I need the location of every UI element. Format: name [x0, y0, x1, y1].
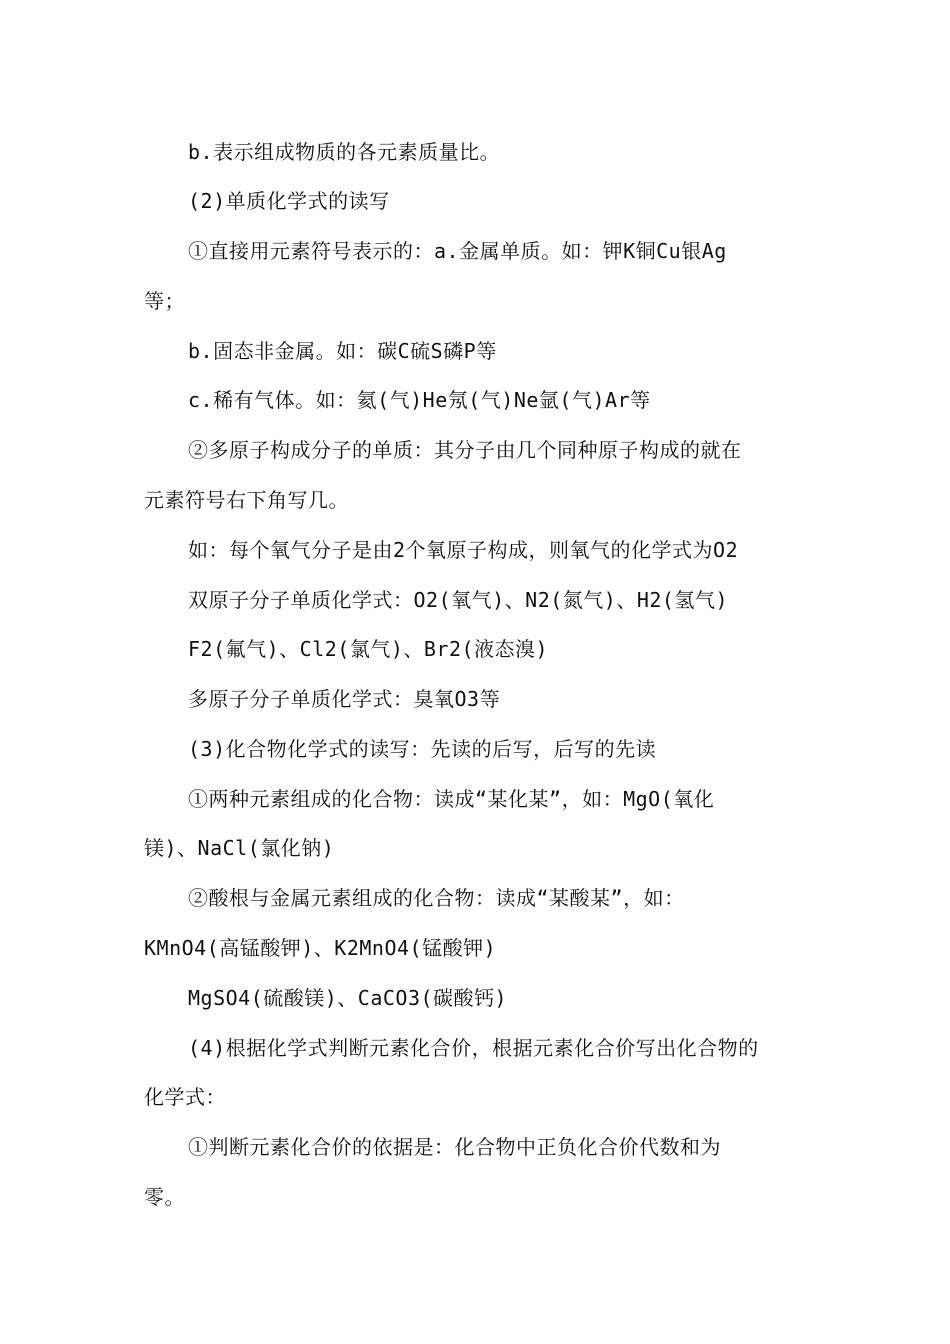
text-line: ②酸根与金属元素组成的化合物：读成“某酸某”，如： — [188, 886, 685, 910]
text-line: 镁)、NaCl(氯化钠) — [144, 836, 335, 860]
text-line: ①直接用元素符号表示的：a.金属单质。如：钾K铜Cu银Ag — [188, 239, 727, 263]
text-line: 零。 — [144, 1185, 185, 1209]
text-line: MgSO4(硫酸镁)、CaCO3(碳酸钙) — [188, 986, 508, 1010]
text-line: (2)单质化学式的读写 — [188, 189, 390, 213]
text-line: b.表示组成物质的各元素质量比。 — [188, 140, 501, 164]
text-line: 多原子分子单质化学式：臭氧O3等 — [188, 687, 501, 711]
text-line: KMnO4(高锰酸钾)、K2MnO4(锰酸钾) — [144, 936, 497, 960]
text-line: 元素符号右下角写几。 — [144, 488, 349, 512]
text-line: ②多原子构成分子的单质：其分子由几个同种原子构成的就在 — [188, 438, 742, 462]
text-line: 化学式： — [144, 1085, 226, 1109]
text-line: (4)根据化学式判断元素化合价，根据元素化合价写出化合物的 — [188, 1036, 759, 1060]
text-line: c.稀有气体。如：氦(气)He氖(气)Ne氩(气)Ar等 — [188, 388, 651, 412]
text-line: (3)化合物化学式的读写：先读的后写，后写的先读 — [188, 737, 657, 761]
text-line: 双原子分子单质化学式：O2(氧气)、N2(氮气)、H2(氢气) — [188, 588, 728, 612]
text-line: ①判断元素化合价的依据是：化合物中正负化合价代数和为 — [188, 1135, 721, 1159]
text-line: 如：每个氧气分子是由2个氧原子构成，则氧气的化学式为O2 — [188, 538, 739, 562]
text-line: 等； — [144, 289, 185, 313]
text-line: b.固态非金属。如：碳C硫S磷P等 — [188, 339, 497, 363]
text-line: ①两种元素组成的化合物：读成“某化某”，如：MgO(氧化 — [188, 787, 715, 811]
text-line: F2(氟气)、Cl2(氯气)、Br2(液态溴) — [188, 637, 549, 661]
